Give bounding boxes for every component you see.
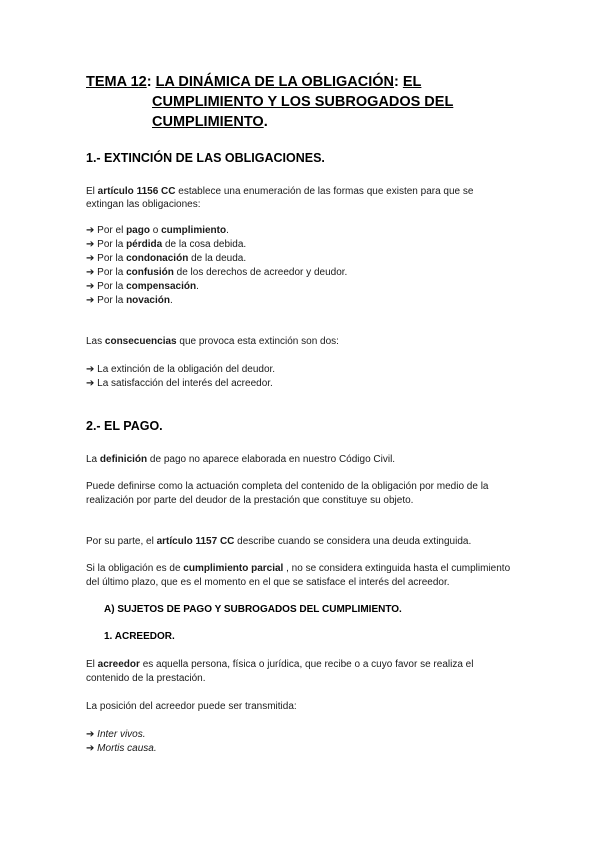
def-pre: La — [86, 454, 100, 465]
partial-line-1 — [86, 562, 510, 576]
partial-bold: cumplimiento parcial — [183, 563, 284, 574]
arrow-icon: ➔ — [86, 295, 95, 306]
item-bold-1: novación — [126, 295, 170, 306]
item-bold-1: pago — [126, 225, 150, 236]
arrow-icon: ➔ — [86, 729, 98, 740]
document-title-line-2: CUMPLIMIENTO Y LOS SUBROGADOS DEL — [152, 94, 454, 110]
item-italic: Inter vivos. — [97, 729, 146, 740]
item-mid: de la cosa debida. — [162, 239, 247, 250]
def-bold: definición — [99, 454, 148, 465]
item-italic: Mortis causa. — [97, 743, 157, 754]
arrow-icon: ➔ — [86, 743, 98, 754]
item-bold-2: cumplimiento — [161, 225, 227, 236]
consequences-intro — [86, 335, 339, 349]
section-2-heading: 2.- EL PAGO. — [86, 419, 163, 433]
list-item — [86, 238, 246, 252]
title-line-3-text: CUMPLIMIENTO — [152, 114, 264, 130]
title-colon-2: : — [394, 74, 403, 90]
list-item — [86, 252, 246, 266]
item-pre: Por la — [94, 295, 127, 306]
consequences-bold: consecuencias — [104, 336, 177, 347]
art-post: describe cuando se considera una deuda extinguida. — [234, 536, 472, 547]
def-post: de pago no aparece elaborada en nuestro Código Civil. — [147, 454, 396, 465]
art-pre: Por su parte, el — [86, 536, 157, 547]
position-paragraph: La posición del acreedor puede ser transmitida: — [86, 701, 297, 712]
article-1157-paragraph — [86, 535, 471, 549]
item-mid: o — [149, 225, 162, 236]
partial-pre: Si la obligación es de — [86, 563, 184, 574]
item-bold-1: pérdida — [126, 239, 163, 250]
arrow-icon: ➔ — [86, 239, 95, 250]
list-item — [86, 224, 229, 238]
list-item — [86, 742, 157, 756]
item-pre: Por la — [94, 239, 127, 250]
section-1-intro-line-2: extingan las obligaciones: — [86, 199, 201, 210]
partial-line-2: del último plazo, que es el momento en el que se satisface el interés del acreedor. — [86, 577, 450, 588]
title-prefix: TEMA 12 — [86, 74, 147, 90]
intro-post: establece una enumeración de las formas que existen para que se — [175, 186, 474, 197]
list-item — [86, 728, 146, 742]
definition-line-2: realización por parte del deudor de la prestación que constituye su objeto. — [86, 495, 414, 506]
item-pre: Por la — [94, 253, 127, 264]
arrow-icon: ➔ — [86, 267, 95, 278]
item-mid: de la deuda. — [188, 253, 247, 264]
consequences-post: que provoca esta extinción son dos: — [176, 336, 339, 347]
item-bold-1: condonación — [126, 253, 189, 264]
consequences-pre: Las — [86, 336, 105, 347]
title-part-1: LA DINÁMICA DE LA OBLIGACIÓN — [155, 74, 395, 90]
creditor-line-2: contenido de la prestación. — [86, 673, 206, 684]
item-pre: Por la — [94, 267, 127, 278]
list-item: ➔ La extinción de la obligación del deudor. — [86, 364, 276, 375]
document-title-line-3 — [152, 112, 268, 132]
creditor-post: es aquella persona, física o jurídica, que recibe o a cuyo favor se realiza el — [139, 659, 474, 670]
definition-paragraph — [86, 453, 395, 467]
definition-line-1: Puede definirse como la actuación completa del contenido de la obligación por medio de la — [86, 481, 489, 492]
arrow-icon: ➔ — [86, 225, 95, 236]
creditor-bold: acreedor — [97, 659, 140, 670]
art-bold: artículo 1157 CC — [156, 536, 235, 547]
list-item: ➔ La satisfacción del interés del acreedor. — [86, 378, 273, 389]
arrow-icon: ➔ — [86, 253, 95, 264]
intro-pre: El — [86, 186, 98, 197]
creditor-pre: El — [86, 659, 98, 670]
document-title-line-1 — [86, 72, 421, 92]
item-bold-1: confusión — [126, 267, 174, 278]
subheading-1: 1. ACREEDOR. — [104, 631, 175, 642]
item-pre: Por la — [94, 281, 127, 292]
title-period: . — [263, 114, 268, 130]
creditor-line-1 — [86, 658, 473, 672]
subheading-a: A) SUJETOS DE PAGO Y SUBROGADOS DEL CUMPLIMIENTO. — [104, 604, 402, 615]
title-colon: : — [146, 74, 152, 90]
item-mid: . — [196, 281, 199, 292]
arrow-icon: ➔ — [86, 281, 95, 292]
list-item — [86, 294, 173, 308]
section-1-heading: 1.- EXTINCIÓN DE LAS OBLIGACIONES. — [86, 151, 325, 165]
intro-article-ref: artículo 1156 CC — [97, 186, 176, 197]
item-pre: Por el — [94, 225, 127, 236]
item-bold-1: compensación — [126, 281, 197, 292]
title-part-2: EL — [402, 74, 422, 90]
item-mid: . — [169, 295, 173, 306]
list-item — [86, 280, 199, 294]
item-mid: de los derechos de acreedor y deudor. — [173, 267, 348, 278]
partial-post: , no se considera extinguida hasta el cumplimiento — [283, 563, 511, 574]
section-1-intro-line-1 — [86, 185, 473, 199]
item-post: . — [226, 225, 229, 236]
list-item — [86, 266, 347, 280]
